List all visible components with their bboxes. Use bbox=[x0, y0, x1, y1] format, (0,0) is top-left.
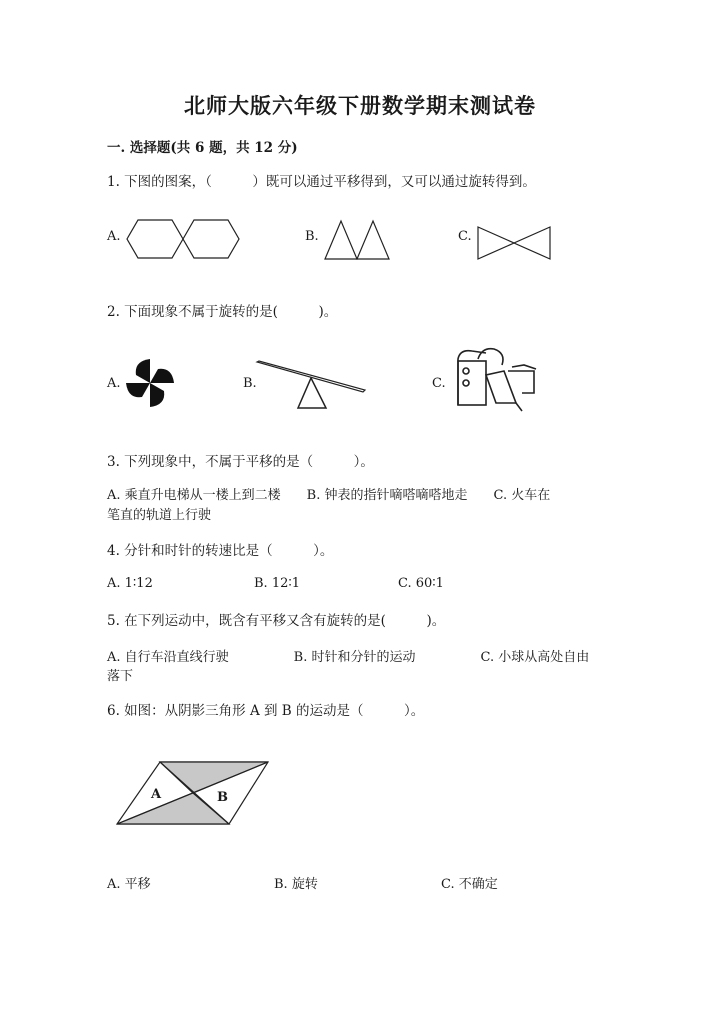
q2-option-a-label: A. bbox=[107, 376, 121, 391]
q4-option-a: A. 1∶12 bbox=[107, 576, 153, 591]
question-2-text: 2. 下面现象不属于旋转的是( )。 bbox=[107, 304, 338, 320]
page-title: 北师大版六年级下册数学期末测试卷 bbox=[184, 93, 536, 118]
q1-option-b-label: B. bbox=[305, 229, 319, 244]
parallelogram-figure bbox=[115, 760, 270, 826]
q5-options-line1: A. 自行车沿直线行驶 B. 时针和分针的运动 C. 小球从高处自由 bbox=[107, 650, 590, 665]
two-triangles-icon bbox=[323, 219, 393, 261]
two-hexagons-icon bbox=[125, 218, 241, 260]
q5-options-line2: 落下 bbox=[107, 669, 134, 684]
q3-options-line1: A. 乘直升电梯从一楼上到二楼 B. 钟表的指针嘀嗒嘀嗒地走 C. 火车在 bbox=[107, 488, 551, 503]
pinwheel-icon bbox=[124, 357, 176, 409]
bowtie-icon bbox=[476, 225, 552, 261]
q1-option-a-label: A. bbox=[107, 229, 121, 244]
playground-slide-icon bbox=[450, 345, 546, 411]
q4-option-b: B. 12∶1 bbox=[254, 576, 301, 591]
q3-options-line2: 笔直的轨道上行驶 bbox=[107, 508, 212, 523]
q6-option-c: C. 不确定 bbox=[441, 877, 498, 892]
q1-option-c-label: C. bbox=[458, 229, 472, 244]
question-6-text: 6. 如图：从阴影三角形 A 到 B 的运动是（ ）。 bbox=[107, 703, 425, 719]
section-heading: 一. 选择题(共 6 题，共 12 分) bbox=[107, 140, 298, 156]
figure-label-b: B bbox=[217, 790, 228, 805]
q4-option-c: C. 60∶1 bbox=[398, 576, 444, 591]
q2-option-c-label: C. bbox=[432, 376, 446, 391]
seesaw-icon bbox=[255, 360, 367, 412]
q6-option-a: A. 平移 bbox=[107, 877, 151, 892]
q6-option-b: B. 旋转 bbox=[274, 877, 318, 892]
q2-option-b-label: B. bbox=[243, 376, 257, 391]
question-3-text: 3. 下列现象中，不属于平移的是（ ）。 bbox=[107, 454, 374, 470]
question-4-text: 4. 分针和时针的转速比是（ ）。 bbox=[107, 543, 334, 559]
figure-label-a: A bbox=[151, 787, 162, 802]
question-1-text: 1. 下图的图案，（ ）既可以通过平移得到，又可以通过旋转得到。 bbox=[107, 174, 536, 190]
question-5-text: 5. 在下列运动中，既含有平移又含有旋转的是( )。 bbox=[107, 613, 446, 629]
